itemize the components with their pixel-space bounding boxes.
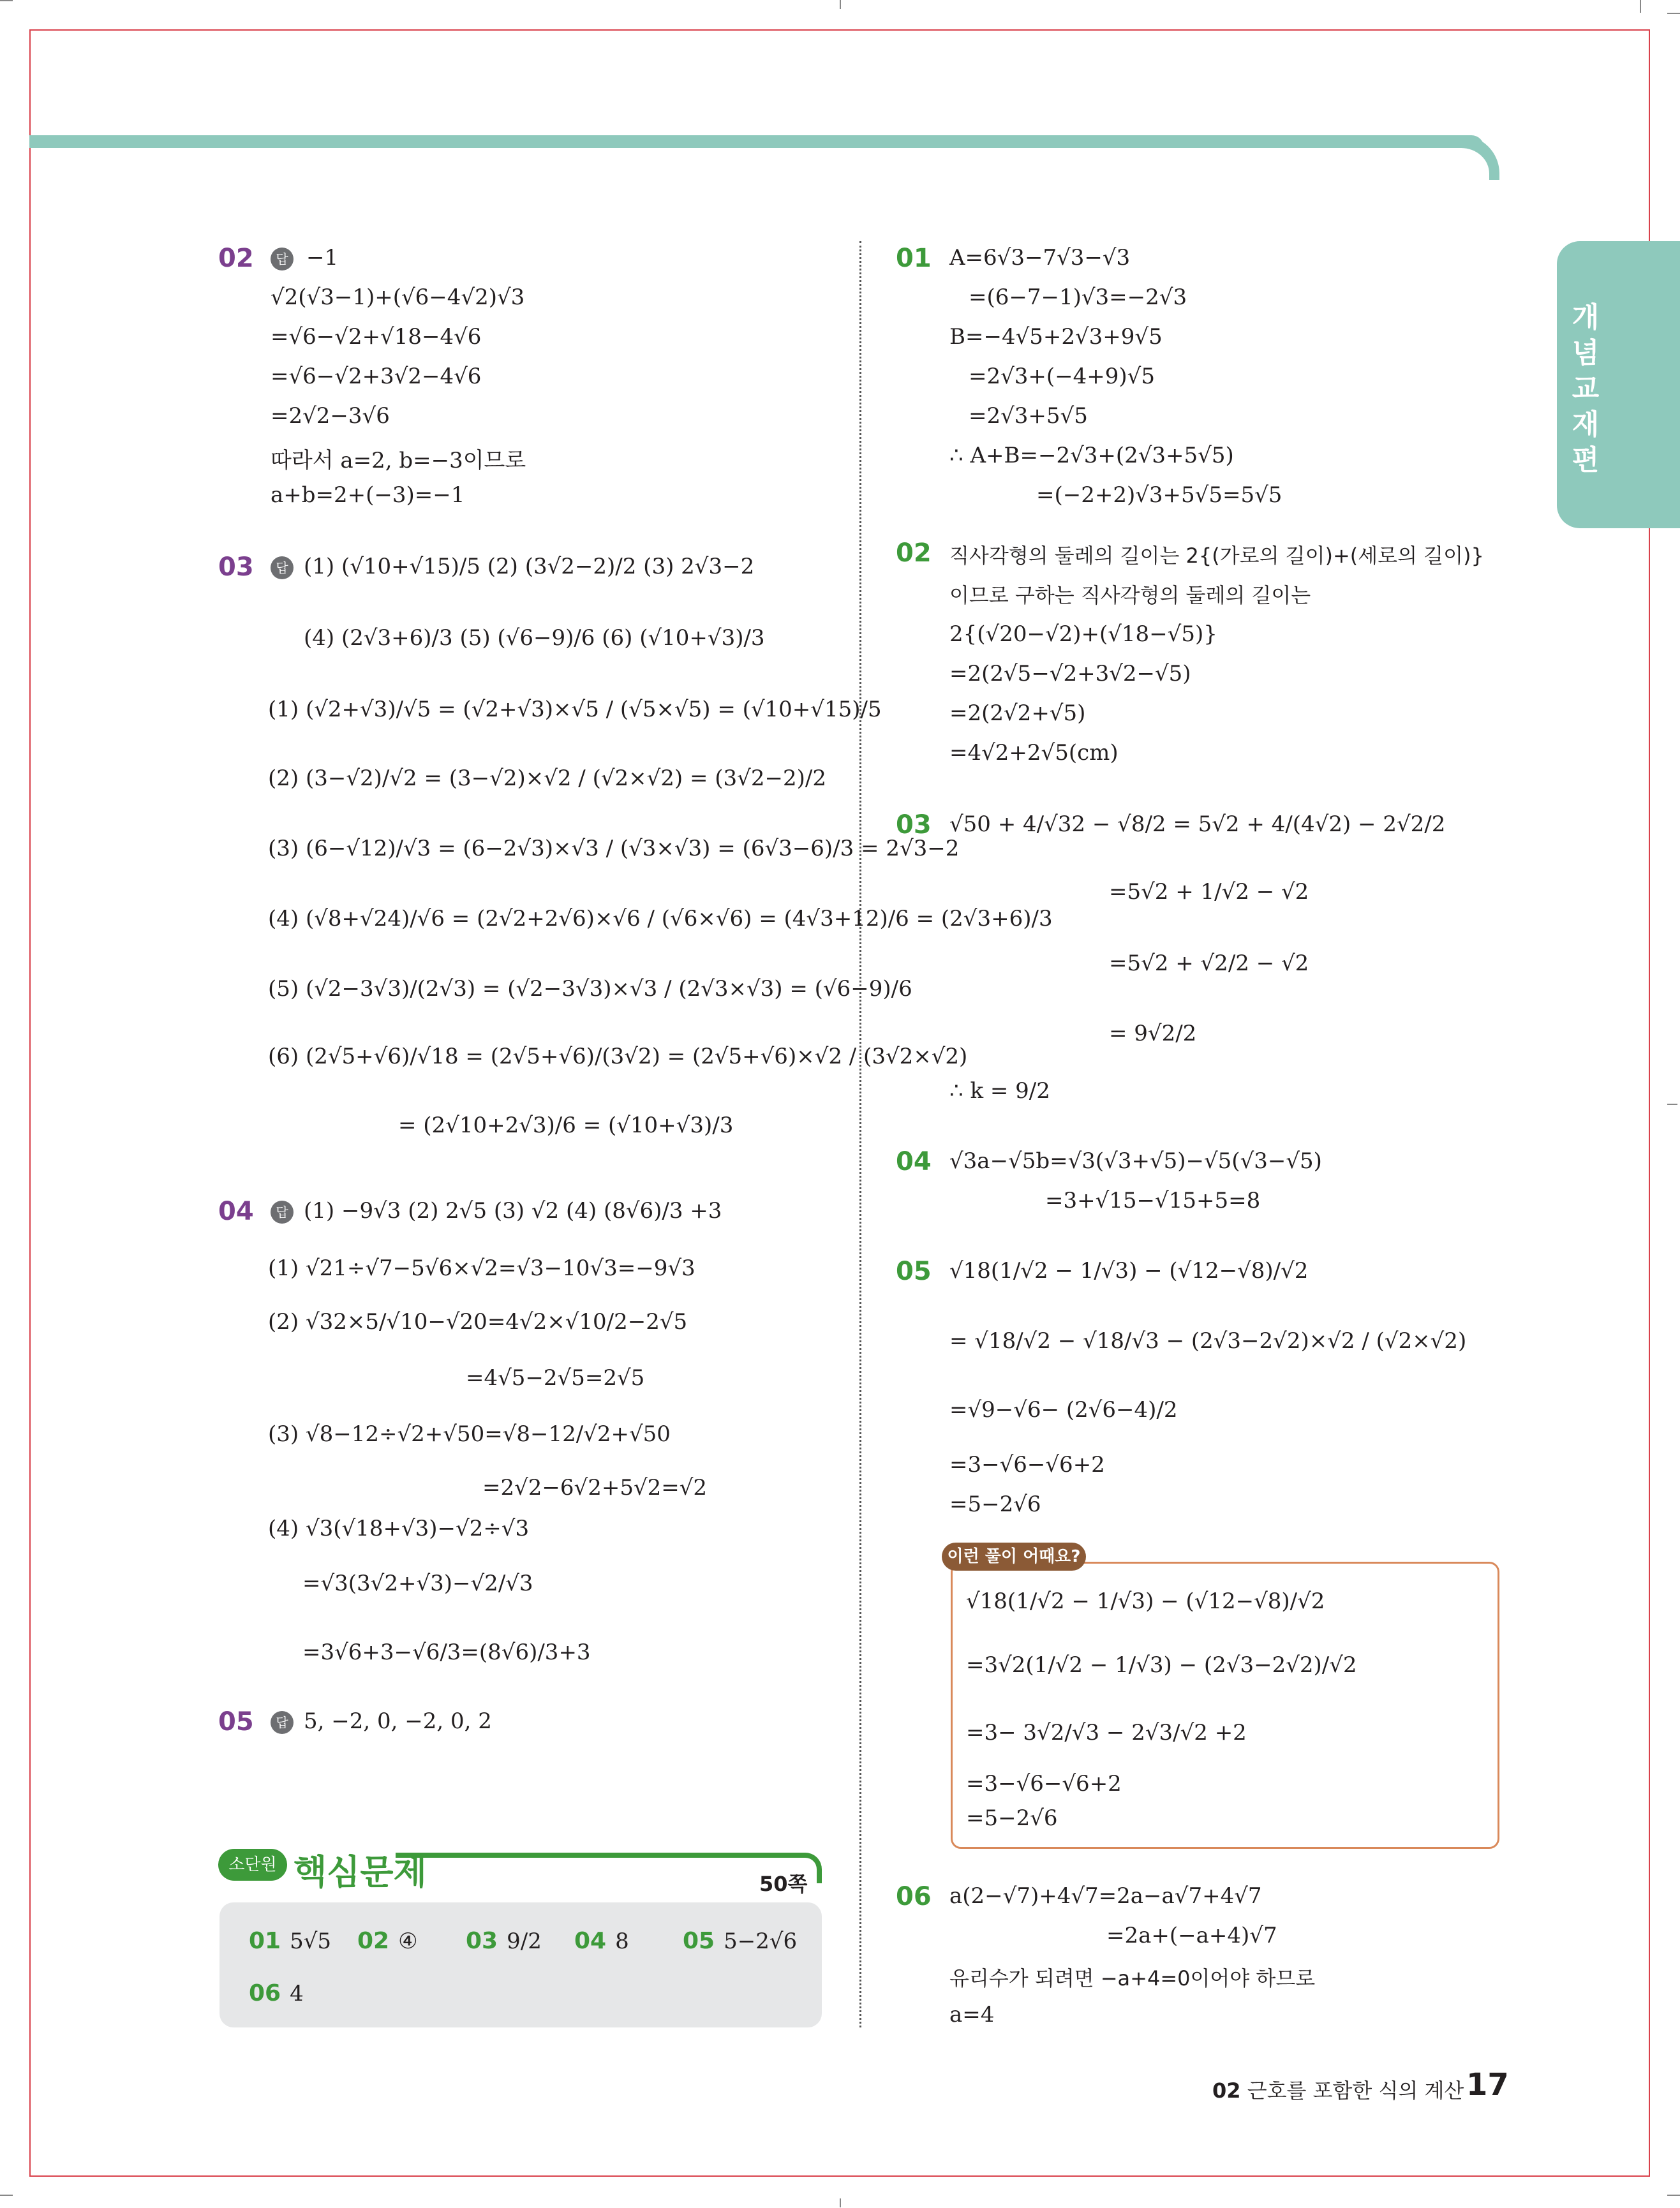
core-item: 04 8 — [574, 1928, 629, 1954]
column-divider — [859, 241, 861, 2027]
left-q03-line: (4) (√8+√24)/√6 = (2√2+2√6)×√6 / (√6×√6) = (4√3+12)/6 = (2√3+6)/3 — [268, 906, 1053, 931]
right-q04-line: √3a−√5b=√3(√3+√5)−√5(√3−√5) — [949, 1148, 1322, 1174]
right-q02-line: 2{(√20−√2)+(√18−√5)} — [949, 621, 1217, 647]
left-q02-answer: −1 — [306, 245, 339, 270]
core-item: 06 4 — [249, 1980, 304, 2006]
left-q04-line: =2√2−6√2+5√2=√2 — [482, 1475, 708, 1500]
left-q02-line: 따라서 a=2, b=−3이므로 — [271, 448, 526, 473]
left-q02-line: =√6−√2+√18−4√6 — [271, 324, 482, 350]
left-q03-line: (2) (3−√2)/√2 = (3−√2)×√2 / (√2×√2) = (3√2−2)/2 — [268, 766, 826, 791]
right-q03-line: =5√2 + √2/2 − √2 — [1109, 951, 1309, 976]
crop-mark — [1640, 0, 1641, 13]
core-pill: 소단원 — [218, 1849, 287, 1881]
left-q04-line: =√3(3√2+√3)−√2/√3 — [302, 1571, 533, 1596]
right-q06-line: 유리수가 되려면 −a+4=0이어야 하므로 — [949, 1966, 1316, 1990]
left-q04-line: (1) √21÷√7−5√6×√2=√3−10√3=−9√3 — [268, 1256, 695, 1281]
tip-line: =3− 3√2/√3 − 2√3/√2 +2 — [966, 1720, 1247, 1745]
right-q02-line: 이므로 구하는 직사각형의 둘레의 길이는 — [949, 583, 1311, 607]
left-q03-line: (6) (2√5+√6)/√18 = (2√5+√6)/(3√2) = (2√5+√6)×√2 / (3√2×√2) — [268, 1044, 968, 1069]
core-page-ref: 50쪽 — [759, 1872, 808, 1896]
footer-chapter: 02 근호를 포함한 식의 계산 — [1212, 2078, 1464, 2103]
answer-badge-icon: 답 — [271, 556, 294, 579]
tip-line: =3−√6−√6+2 — [966, 1771, 1122, 1797]
left-q03-number: 03 — [218, 552, 254, 582]
right-q02-line: =2(2√5−√2+3√2−√5) — [949, 661, 1191, 686]
right-q03-line: =5√2 + 1/√2 − √2 — [1109, 879, 1309, 905]
right-q01-line: ∴ A+B=−2√3+(2√3+5√5) — [949, 443, 1234, 468]
right-q01-number: 01 — [896, 244, 932, 273]
crop-mark — [0, 0, 13, 1]
left-q02-line: =√6−√2+3√2−4√6 — [271, 364, 482, 389]
left-q04-line: =4√5−2√5=2√5 — [466, 1365, 645, 1391]
core-item: 01 5√5 — [249, 1928, 332, 1954]
core-answer-box — [219, 1902, 822, 2027]
crop-mark — [1667, 13, 1680, 14]
left-q02-line: √2(√3−1)+(√6−4√2)√3 — [271, 285, 525, 310]
right-q01-line: B=−4√5+2√3+9√5 — [949, 324, 1163, 350]
left-q02-line: a+b=2+(−3)=−1 — [271, 482, 465, 508]
left-q04-answer: (1) −9√3 (2) 2√5 (3) √2 (4) (8√6)/3 +3 — [304, 1198, 722, 1224]
right-q01-line: A=6√3−7√3−√3 — [949, 245, 1131, 270]
core-item: 05 5−2√6 — [683, 1928, 798, 1954]
right-q06-line: =2a+(−a+4)√7 — [1106, 1923, 1277, 1948]
left-q03-line: (5) (√2−3√3)/(2√3) = (√2−3√3)×√3 / (2√3×√3) = (√6−9)/6 — [268, 976, 912, 1002]
left-q04-line: =3√6+3−√6/3=(8√6)/3+3 — [302, 1640, 591, 1665]
right-q03-line: = 9√2/2 — [1109, 1021, 1197, 1046]
page-number: 17 — [1466, 2067, 1509, 2103]
core-item: 03 9/2 — [466, 1928, 542, 1954]
right-q02-line: 직사각형의 둘레의 길이는 2{(가로의 길이)+(세로의 길이)} — [949, 544, 1484, 568]
tip-line: =5−2√6 — [966, 1805, 1058, 1831]
right-q01-line: =2√3+5√5 — [969, 403, 1088, 429]
left-q02-line: =2√2−3√6 — [271, 403, 390, 429]
right-q02-line: =2(2√2+√5) — [949, 700, 1086, 726]
left-q04-line: (3) √8−12÷√2+√50=√8−12/√2+√50 — [268, 1421, 671, 1447]
core-title: 핵심문제 — [294, 1852, 427, 1892]
right-q03-line: ∴ k = 9/2 — [949, 1078, 1050, 1104]
left-q03-line: (3) (6−√12)/√3 = (6−2√3)×√3 / (√3×√3) = (6√3−6)/3 = 2√3−2 — [268, 836, 960, 861]
right-q04-line: =3+√15−√15+5=8 — [1045, 1188, 1261, 1213]
right-q02-number: 02 — [896, 538, 932, 568]
right-q02-line: =4√2+2√5(cm) — [949, 740, 1119, 766]
section-tab-label: 개념교재편 — [1572, 301, 1600, 477]
right-q03-number: 03 — [896, 810, 932, 840]
right-q05-line: =5−2√6 — [949, 1492, 1041, 1517]
crop-mark — [1667, 1104, 1677, 1105]
crop-mark — [0, 2195, 13, 2196]
answer-badge-icon: 답 — [271, 1201, 294, 1224]
right-q06-line: a(2−√7)+4√7=2a−a√7+4√7 — [949, 1883, 1262, 1909]
right-q01-line: =(−2+2)√3+5√5=5√5 — [1036, 482, 1282, 508]
left-q02-number: 02 — [218, 244, 254, 273]
right-q04-number: 04 — [896, 1147, 932, 1176]
left-q05-number: 05 — [218, 1707, 254, 1737]
tip-label: 이런 풀이 어때요? — [942, 1543, 1086, 1571]
right-q06-number: 06 — [896, 1882, 932, 1911]
header-bar — [29, 135, 1484, 148]
answer-badge-icon: 답 — [271, 1711, 294, 1734]
right-q05-line: =3−√6−√6+2 — [949, 1452, 1105, 1478]
tip-line: √18(1/√2 − 1/√3) − (√12−√8)/√2 — [966, 1589, 1325, 1614]
right-q05-line: =√9−√6− (2√6−4)/2 — [949, 1397, 1178, 1423]
left-q04-number: 04 — [218, 1197, 254, 1226]
left-q04-line: (4) √3(√18+√3)−√2÷√3 — [268, 1516, 530, 1541]
core-title-line — [396, 1853, 822, 1883]
left-q03-line: (1) (√2+√3)/√5 = (√2+√3)×√5 / (√5×√5) = (√10+√15)/5 — [268, 697, 882, 722]
right-q05-number: 05 — [896, 1257, 932, 1286]
crop-mark — [840, 0, 841, 9]
left-q03-answer-1: (1) (√10+√15)/5 (2) (3√2−2)/2 (3) 2√3−2 — [304, 554, 755, 579]
right-q06-line: a=4 — [949, 2002, 995, 2027]
right-q05-line: = √18/√2 − √18/√3 − (2√3−2√2)×√2 / (√2×√2) — [949, 1328, 1467, 1354]
left-q03-line: = (2√10+2√3)/6 = (√10+√3)/3 — [398, 1113, 734, 1138]
left-q04-line: (2) √32×5/√10−√20=4√2×√10/2−2√5 — [268, 1309, 688, 1335]
answer-badge-icon: 답 — [271, 248, 294, 270]
crop-mark — [840, 2198, 841, 2207]
tip-line: =3√2(1/√2 − 1/√3) − (2√3−2√2)/√2 — [966, 1652, 1357, 1678]
right-q03-line: √50 + 4/√32 − √8/2 = 5√2 + 4/(4√2) − 2√2/2 — [949, 811, 1446, 837]
right-q05-line: √18(1/√2 − 1/√3) − (√12−√8)/√2 — [949, 1258, 1309, 1284]
left-q03-answer-2: (4) (2√3+6)/3 (5) (√6−9)/6 (6) (√10+√3)/3 — [304, 625, 765, 651]
left-q05-answer: 5, −2, 0, −2, 0, 2 — [304, 1708, 492, 1734]
crop-mark — [1667, 2195, 1680, 2196]
right-q01-line: =(6−7−1)√3=−2√3 — [969, 285, 1187, 310]
core-item: 02 ④ — [357, 1928, 418, 1954]
right-q01-line: =2√3+(−4+9)√5 — [969, 364, 1155, 389]
